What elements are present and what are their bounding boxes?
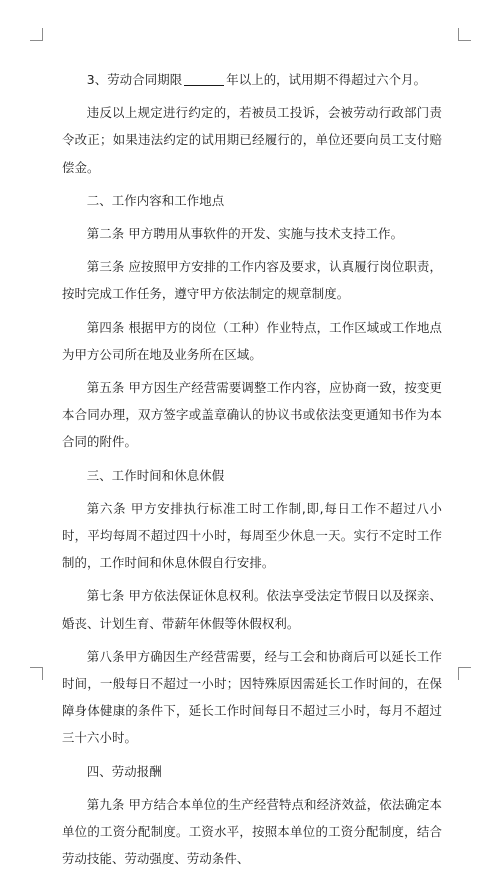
article-5: 第五条 甲方因生产经营需要调整工作内容，应协商一致，按变更本合同办理，双方签字或盖章确认的协议书或依法变更通知书作为本合同的附件。 bbox=[62, 380, 442, 450]
article-4: 第四条 根据甲方的岗位（工种）作业特点，工作区域或工作地点为甲方公司所在地及业务所在区域。 bbox=[62, 319, 442, 362]
article-7: 第七条 甲方依法保证休息权利。依法享受法定节假日以及探亲、婚丧、计划生育、带薪年休假等休假权利。 bbox=[62, 588, 442, 631]
crop-mark-top-left bbox=[30, 28, 43, 41]
article-2: 第二条 甲方聘用从事软件的开发、实施与技术支持工作。 bbox=[86, 226, 404, 242]
paragraph-violation-note: 违反以上规定进行约定的，若被员工投诉，会被劳动行政部门责令改正；如果违法约定的试用期已经履行的，单位还要向员工支付赔偿金。 bbox=[62, 105, 442, 175]
article-6: 第六条 甲方安排执行标准工时工作制,即,每日工作不超过八小时，平均每周不超过四十小时，每周至少休息一天。实行不定时工作制的，工作时间和休息休假自行安排。 bbox=[62, 500, 442, 571]
article-9: 第九条 甲方结合本单位的生产经营特点和经济效益，依法确定本单位的工资分配制度。工资水平，按照本单位的工资分配制度，结合劳动技能、劳动强度、劳动条件、 bbox=[62, 796, 442, 867]
article-8: 第八条甲方确因生产经营需要，经与工会和协商后可以延长工作时间，一般每日不超过一小时；因特殊原因需延长工作时间的，在保障身体健康的条件下，延长工作时间每日不超过三小时，每月不超过三十六小时。 bbox=[62, 648, 442, 746]
article-3: 第三条 应按照甲方安排的工作内容及要求，认真履行岗位职责，按时完成工作任务，遵守甲方依法制定的规章制度。 bbox=[62, 259, 442, 302]
contract-term-text-after: 年以上的，试用期不得超过六个月。 bbox=[226, 72, 427, 87]
crop-mark-bottom-left bbox=[30, 667, 43, 680]
blank-fill-line bbox=[184, 73, 224, 86]
crop-mark-top-right bbox=[458, 28, 471, 41]
section-heading-working-hours: 三、工作时间和休息休假 bbox=[86, 467, 225, 483]
section-heading-remuneration: 四、劳动报酬 bbox=[86, 763, 162, 779]
section-heading-work-content: 二、工作内容和工作地点 bbox=[86, 192, 225, 208]
document-body bbox=[62, 66, 442, 878]
paragraph-contract-term bbox=[62, 66, 442, 93]
contract-term-text-before: 3、劳动合同期限 bbox=[86, 72, 183, 87]
crop-mark-bottom-right bbox=[458, 667, 471, 680]
